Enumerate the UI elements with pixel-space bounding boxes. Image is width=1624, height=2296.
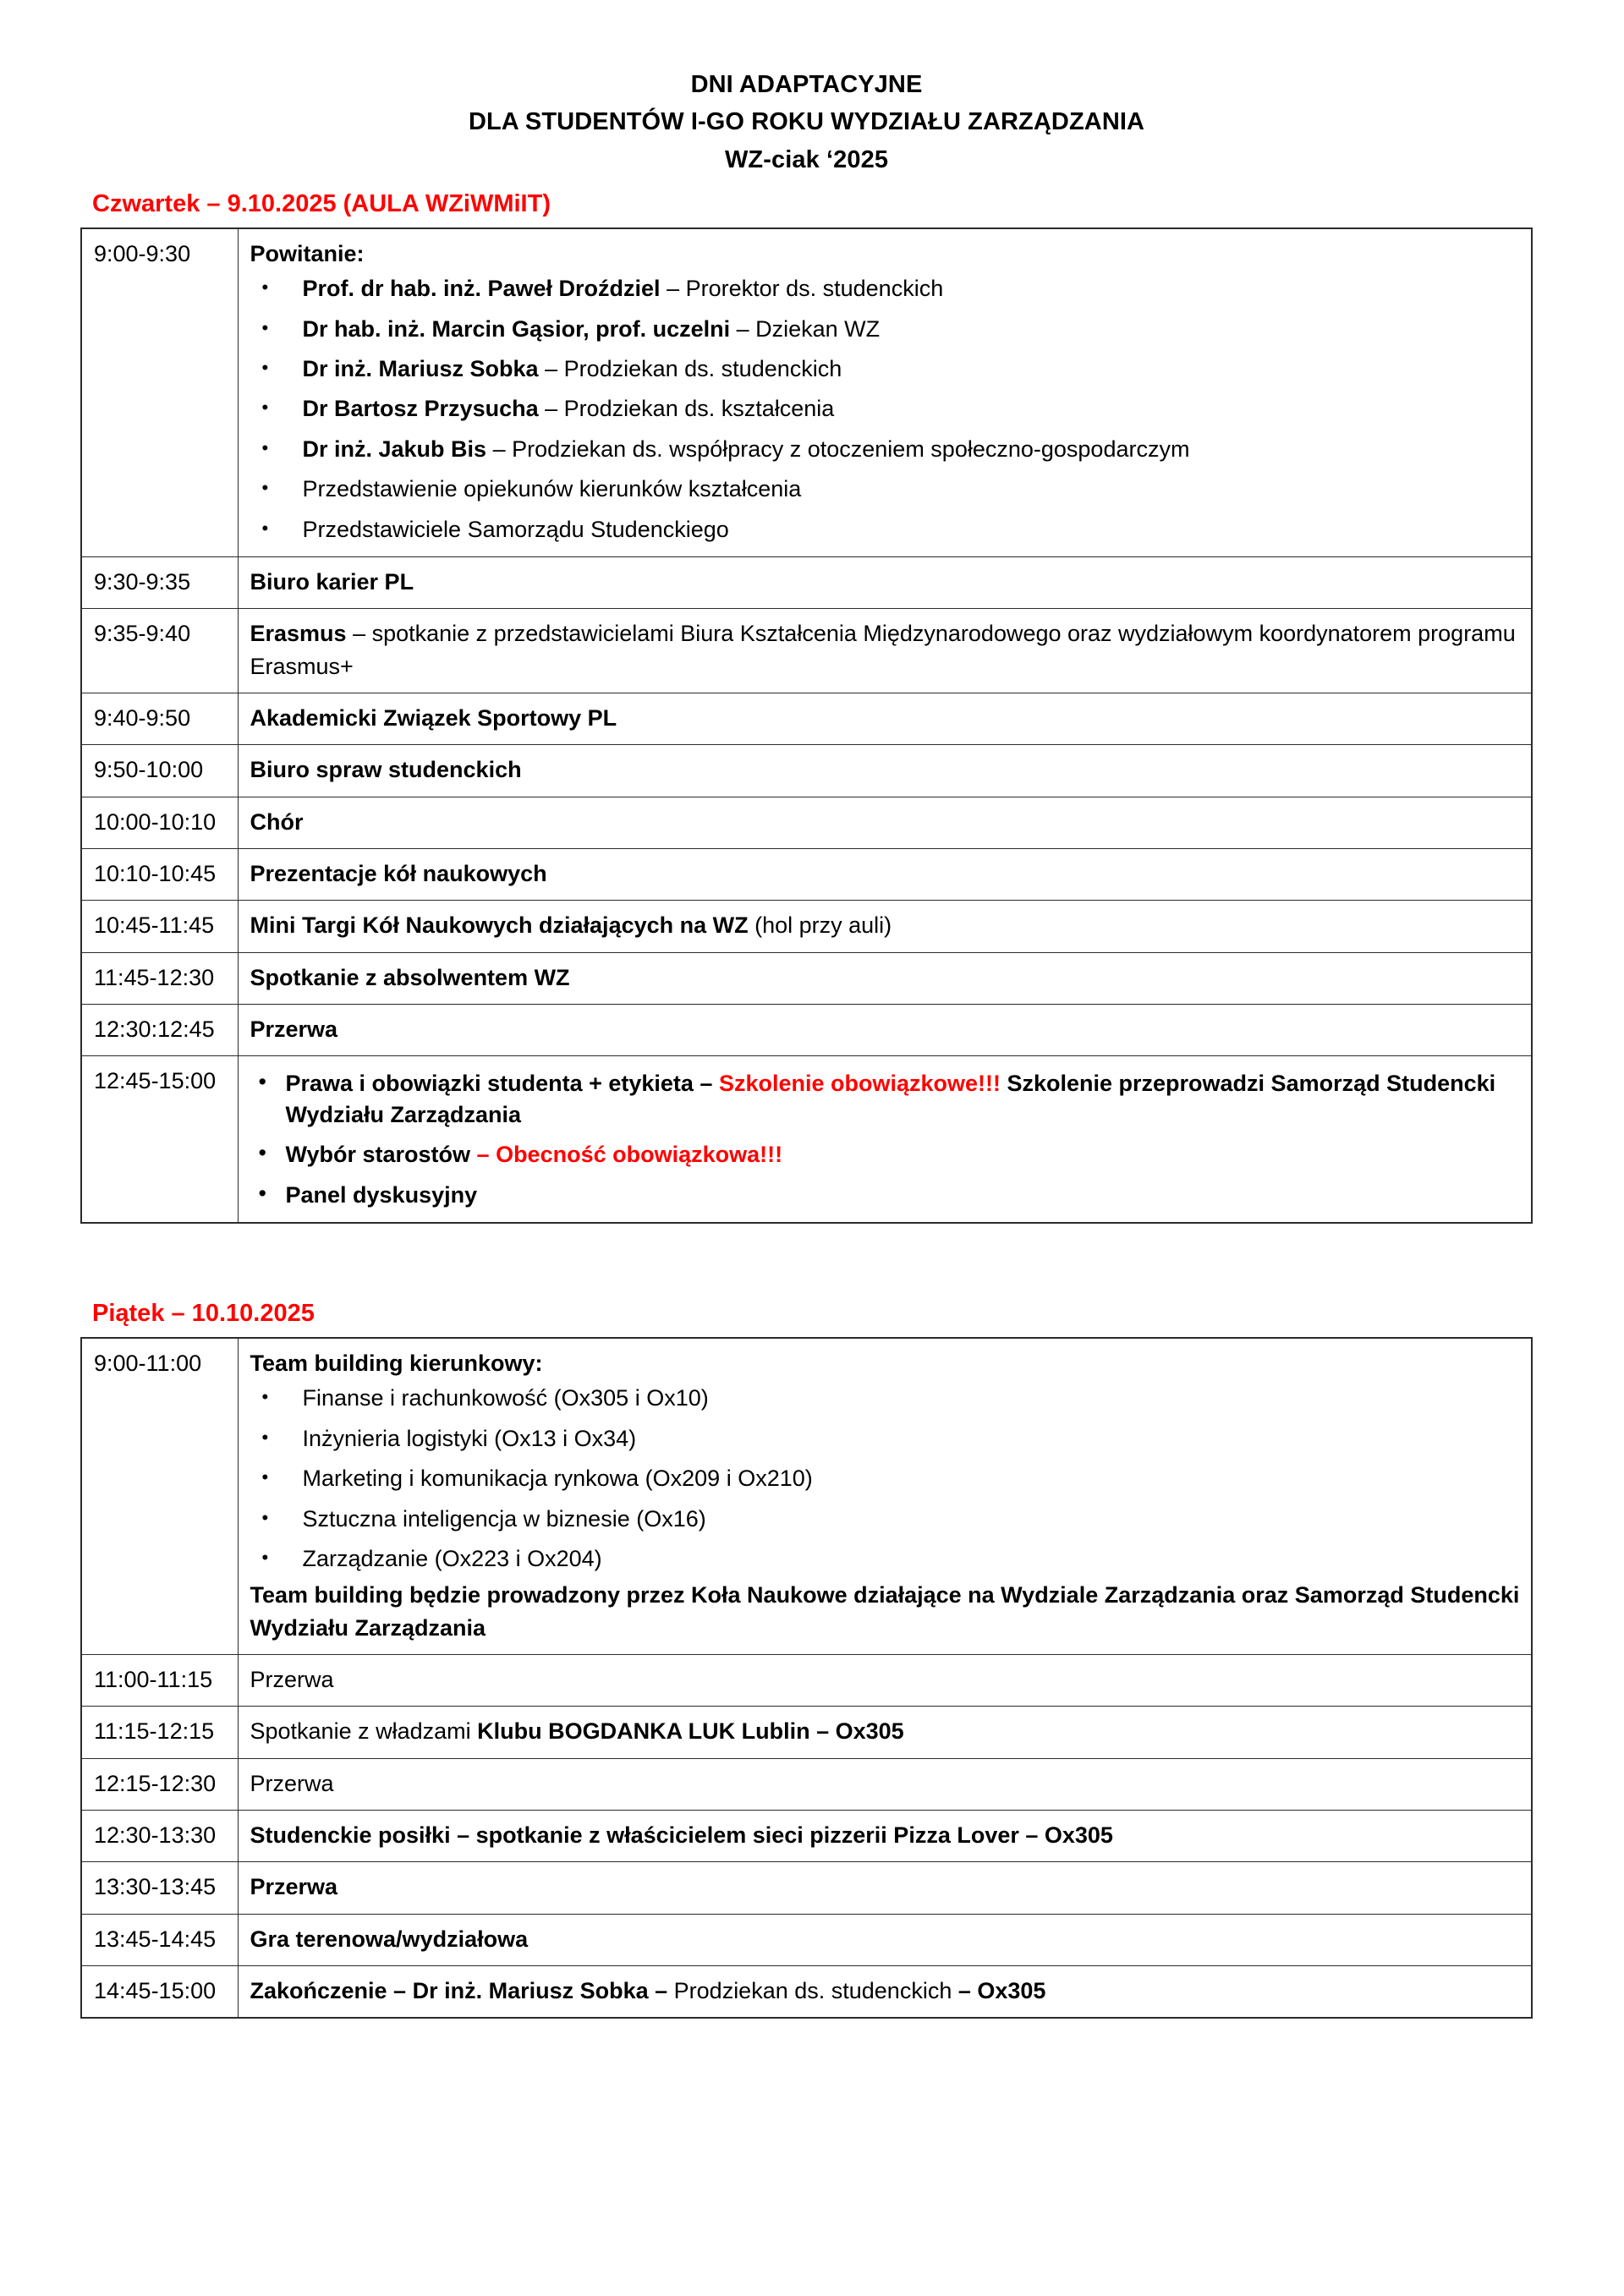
text-fragment: – Ox305: [957, 1978, 1046, 2004]
text-fragment: – Prodziekan ds. kształcenia: [538, 396, 835, 422]
row-description: [238, 849, 1532, 901]
text-fragment: – Dziekan WZ: [730, 315, 881, 342]
text-fragment: Przerwa: [250, 1770, 334, 1796]
table-row: [81, 849, 1532, 901]
row-description: [238, 1811, 1532, 1862]
day2-heading: Piątek – 10.10.2025: [92, 1300, 315, 1328]
text-fragment: Przedstawienie opiekunów kierunków kształcenia: [302, 476, 802, 502]
row-description: [238, 745, 1532, 797]
text-fragment: Dr Bartosz Przysucha: [302, 396, 539, 422]
row-time: 11:45-12:30: [81, 952, 238, 1004]
text-fragment: – Prodziekan ds. studenckich: [538, 355, 842, 381]
row-time: 14:45-15:00: [81, 1966, 238, 2019]
text-fragment: – Prodziekan ds. współpracy z otoczeniem społeczno-gospodarczym: [486, 436, 1190, 462]
table-row: [81, 1338, 1532, 1655]
text-fragment: Przerwa: [250, 1016, 338, 1043]
text-fragment: Prodziekan ds. studenckich: [673, 1978, 958, 2004]
row-time: 9:00-11:00: [81, 1338, 238, 1655]
table-row: [81, 1005, 1532, 1056]
row-time: 11:15-12:15: [81, 1707, 238, 1758]
row-text: [250, 1767, 1522, 1800]
table-row: [81, 228, 1532, 557]
text-fragment: Prof. dr hab. inż. Paweł Droździel: [302, 276, 661, 302]
text-fragment: Marketing i komunikacja rynkowa (Ox209 i Ox210): [302, 1466, 813, 1492]
emphasis-text: – Obecność obowiązkowa!!!: [476, 1142, 783, 1168]
row-description: [238, 1758, 1532, 1810]
text-fragment: Finanse i rachunkowość (Ox305 i Ox10): [302, 1385, 709, 1411]
row-text: [250, 909, 1522, 941]
row-extra-text: Erasmus+: [250, 653, 354, 679]
text-fragment: Inżynieria logistyki (Ox13 i Ox34): [302, 1425, 637, 1451]
row-text: [250, 806, 1522, 838]
text-fragment: Studenckie posiłki – spotkanie z właścicielem sieci pizzerii Pizza Lover – Ox305: [250, 1822, 1113, 1849]
header-line-1: DNI ADAPTACYJNE: [690, 71, 923, 98]
row-time: 12:45-15:00: [81, 1056, 238, 1223]
text-fragment: Mini Targi Kół Naukowych działających na WZ: [250, 912, 749, 939]
list-item: [250, 1504, 1522, 1534]
text-fragment: Przerwa: [250, 1667, 334, 1693]
row-description: [238, 901, 1532, 952]
section-spacer: [80, 1224, 1533, 1298]
text-fragment: Szkolenie przeprowadzi Samorząd Studencki Wydziału Zarządzania: [285, 1071, 1496, 1127]
text-fragment: Zakończenie – Dr inż. Mariusz Sobka –: [250, 1978, 674, 2004]
table-row: [81, 1966, 1532, 2019]
row-description: [238, 1655, 1532, 1707]
row-time: 12:30-13:30: [81, 1811, 238, 1862]
text-fragment: Sztuczna inteligencja w biznesie (Ox16): [302, 1505, 706, 1532]
table-row: [81, 1862, 1532, 1914]
header-line-3: WZ-ciak ‘2025: [724, 145, 889, 173]
text-fragment: Erasmus: [250, 621, 347, 647]
row-description: [238, 693, 1532, 745]
bullet-list: [250, 273, 1522, 545]
row-description: [238, 228, 1532, 557]
text-fragment: (hol przy auli): [748, 912, 892, 939]
row-time: 9:50-10:00: [81, 745, 238, 797]
row-description: [238, 1338, 1532, 1655]
text-fragment: Dr inż. Mariusz Sobka: [302, 355, 539, 381]
row-text: [250, 1715, 1522, 1747]
row-tail: Team building będzie prowadzony przez Koła Naukowe działające na Wydziale Zarządzania oraz Samorząd Studencki Wydziału Zarządzania: [250, 1582, 1520, 1641]
row-description: [238, 1707, 1532, 1758]
row-description: [238, 557, 1532, 609]
row-text: [250, 1663, 1522, 1696]
table-row: [81, 1707, 1532, 1758]
bullet-list: [250, 1383, 1522, 1574]
row-text: [250, 1819, 1522, 1851]
header-line-2: DLA STUDENTÓW I-GO ROKU WYDZIAŁU ZARZĄDZANIA: [468, 108, 1145, 136]
row-time: 12:15-12:30: [81, 1758, 238, 1810]
table-row: [81, 557, 1532, 609]
text-fragment: Wybór starostów: [285, 1142, 477, 1168]
row-description: [238, 1056, 1532, 1223]
row-time: 9:35-9:40: [81, 609, 238, 693]
text-fragment: Akademicki Związek Sportowy PL: [250, 705, 617, 732]
text-fragment: Gra terenowa/wydziałowa: [250, 1926, 529, 1952]
schedule-body-thursday: [81, 228, 1532, 1223]
list-item: [250, 514, 1522, 545]
row-description: [238, 1862, 1532, 1914]
text-fragment: Chór: [250, 808, 304, 835]
list-item: [250, 1383, 1522, 1413]
row-description: [238, 609, 1532, 693]
schedule-table-friday: [80, 1337, 1533, 2019]
text-fragment: Biuro spraw studenckich: [250, 757, 522, 783]
row-description: [238, 1005, 1532, 1056]
text-fragment: Spotkanie z władzami: [250, 1718, 478, 1745]
text-fragment: Spotkanie z absolwentem WZ: [250, 964, 570, 990]
text-fragment: Przerwa: [250, 1874, 338, 1900]
bullet-list: [250, 1068, 1522, 1210]
row-time: 12:30:12:45: [81, 1005, 238, 1056]
text-fragment: Klubu BOGDANKA LUK Lublin – Ox305: [477, 1718, 904, 1745]
row-lead: Powitanie:: [250, 240, 365, 266]
list-item: [250, 393, 1522, 424]
row-time: 13:45-14:45: [81, 1914, 238, 1965]
schedule-body-friday: [81, 1338, 1532, 2018]
row-description: [238, 797, 1532, 848]
list-item: [250, 1543, 1522, 1574]
row-time: 10:45-11:45: [81, 901, 238, 952]
list-item: [250, 1180, 1522, 1210]
text-fragment: Prezentacje kół naukowych: [250, 861, 547, 887]
list-item: [250, 434, 1522, 464]
list-item: [250, 1139, 1522, 1170]
table-row: [81, 952, 1532, 1004]
text-fragment: Panel dyskusyjny: [285, 1181, 478, 1208]
schedule-table-thursday: [80, 227, 1533, 1224]
row-text: [250, 753, 1522, 786]
text-fragment: Zarządzanie (Ox223 i Ox204): [302, 1545, 602, 1571]
row-time: 9:00-9:30: [81, 228, 238, 557]
table-row: [81, 745, 1532, 797]
table-row: [81, 1758, 1532, 1810]
row-description: [238, 1966, 1532, 2019]
row-text: [250, 566, 1522, 598]
list-item: [250, 353, 1522, 384]
text-fragment: Biuro karier PL: [250, 569, 414, 595]
row-text: [250, 1975, 1522, 2007]
list-item: [250, 1423, 1522, 1454]
document-header: [80, 66, 1533, 178]
list-item: [250, 1068, 1522, 1130]
list-item: [250, 1463, 1522, 1493]
row-text: [250, 1923, 1522, 1955]
text-fragment: Prawa i obowiązki studenta + etykieta –: [285, 1071, 719, 1097]
text-fragment: Dr hab. inż. Marcin Gąsior, prof. uczelni: [302, 315, 731, 342]
text-fragment: – Prorektor ds. studenckich: [660, 276, 944, 302]
text-fragment: – spotkanie z przedstawicielami Biura Kształcenia Międzynarodowego oraz wydziałowym koordynatorem programu: [346, 621, 1516, 647]
row-text: [250, 702, 1522, 734]
row-time: 9:40-9:50: [81, 693, 238, 745]
row-time: 9:30-9:35: [81, 557, 238, 609]
emphasis-text: Szkolenie obowiązkowe!!!: [718, 1071, 1001, 1097]
table-row: [81, 1914, 1532, 1965]
row-text: [250, 1871, 1522, 1903]
table-row: [81, 797, 1532, 848]
row-text: [250, 962, 1522, 994]
row-time: 10:00-10:10: [81, 797, 238, 848]
table-row: [81, 901, 1532, 952]
row-text: [250, 1013, 1522, 1045]
row-time: 13:30-13:45: [81, 1862, 238, 1914]
row-description: [238, 952, 1532, 1004]
list-item: [250, 474, 1522, 504]
table-row: [81, 609, 1532, 693]
text-fragment: Dr inż. Jakub Bis: [302, 436, 487, 462]
table-row: [81, 1655, 1532, 1707]
table-row: [81, 1811, 1532, 1862]
row-text: [250, 617, 1522, 649]
day1-heading: Czwartek – 9.10.2025 (AULA WZiWMiIT): [92, 190, 551, 218]
row-description: [238, 1914, 1532, 1965]
row-lead: Team building kierunkowy:: [250, 1350, 543, 1376]
text-fragment: Przedstawiciele Samorządu Studenckiego: [302, 516, 729, 542]
list-item: [250, 273, 1522, 304]
table-row: [81, 1056, 1532, 1223]
row-time: 11:00-11:15: [81, 1655, 238, 1707]
list-item: [250, 314, 1522, 344]
row-time: 10:10-10:45: [81, 849, 238, 901]
table-row: [81, 693, 1532, 745]
row-text: [250, 858, 1522, 890]
